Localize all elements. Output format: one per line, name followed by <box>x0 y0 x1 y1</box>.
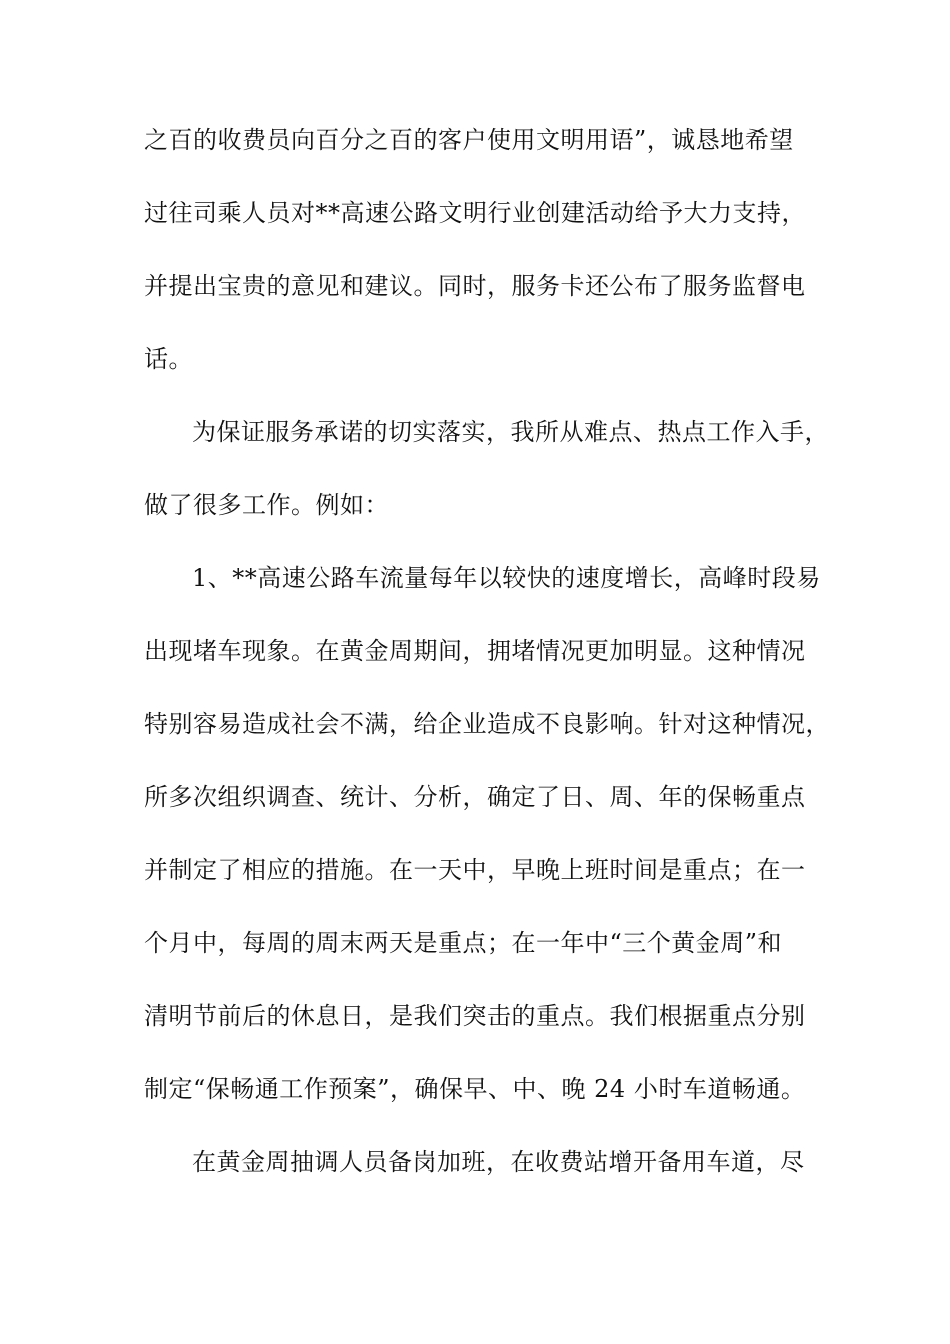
text-line: 特别容易造成社会不满，给企业造成不良影响。针对这种情况， <box>144 710 830 738</box>
text-line: 清明节前后的休息日，是我们突击的重点。我们根据重点分别 <box>144 1002 806 1030</box>
text-line: 制定“保畅通工作预案”，确保早、中、晚 24 小时车道畅通。 <box>144 1075 806 1103</box>
text-line: 过往司乘人员对**高速公路文明行业创建活动给予大力支持， <box>144 199 806 227</box>
text-line: 个月中，每周的周末两天是重点；在一年中“三个黄金周”和 <box>144 929 783 957</box>
text-line: 做了很多工作。例如： <box>144 491 389 519</box>
text-line: 所多次组织调查、统计、分析，确定了日、周、年的保畅重点 <box>144 783 806 811</box>
text-line: 出现堵车现象。在黄金周期间，拥堵情况更加明显。这种情况 <box>144 637 806 665</box>
text-line: 并提出宝贵的意见和建议。同时，服务卡还公布了服务监督电 <box>144 272 806 300</box>
body-text <box>144 126 830 1223</box>
text-line-indented: 在黄金周抽调人员备岗加班，在收费站增开备用车道，尽 <box>192 1148 805 1176</box>
text-line-indented: 1、**高速公路车流量每年以较快的速度增长，高峰时段易 <box>192 564 821 592</box>
text-line: 并制定了相应的措施。在一天中，早晚上班时间是重点；在一 <box>144 856 806 884</box>
text-line: 话。 <box>144 345 193 373</box>
text-line-indented: 为保证服务承诺的切实落实，我所从难点、热点工作入手， <box>192 418 829 446</box>
text-line: 之百的收费员向百分之百的客户使用文明用语”，诚恳地希望 <box>144 126 794 154</box>
